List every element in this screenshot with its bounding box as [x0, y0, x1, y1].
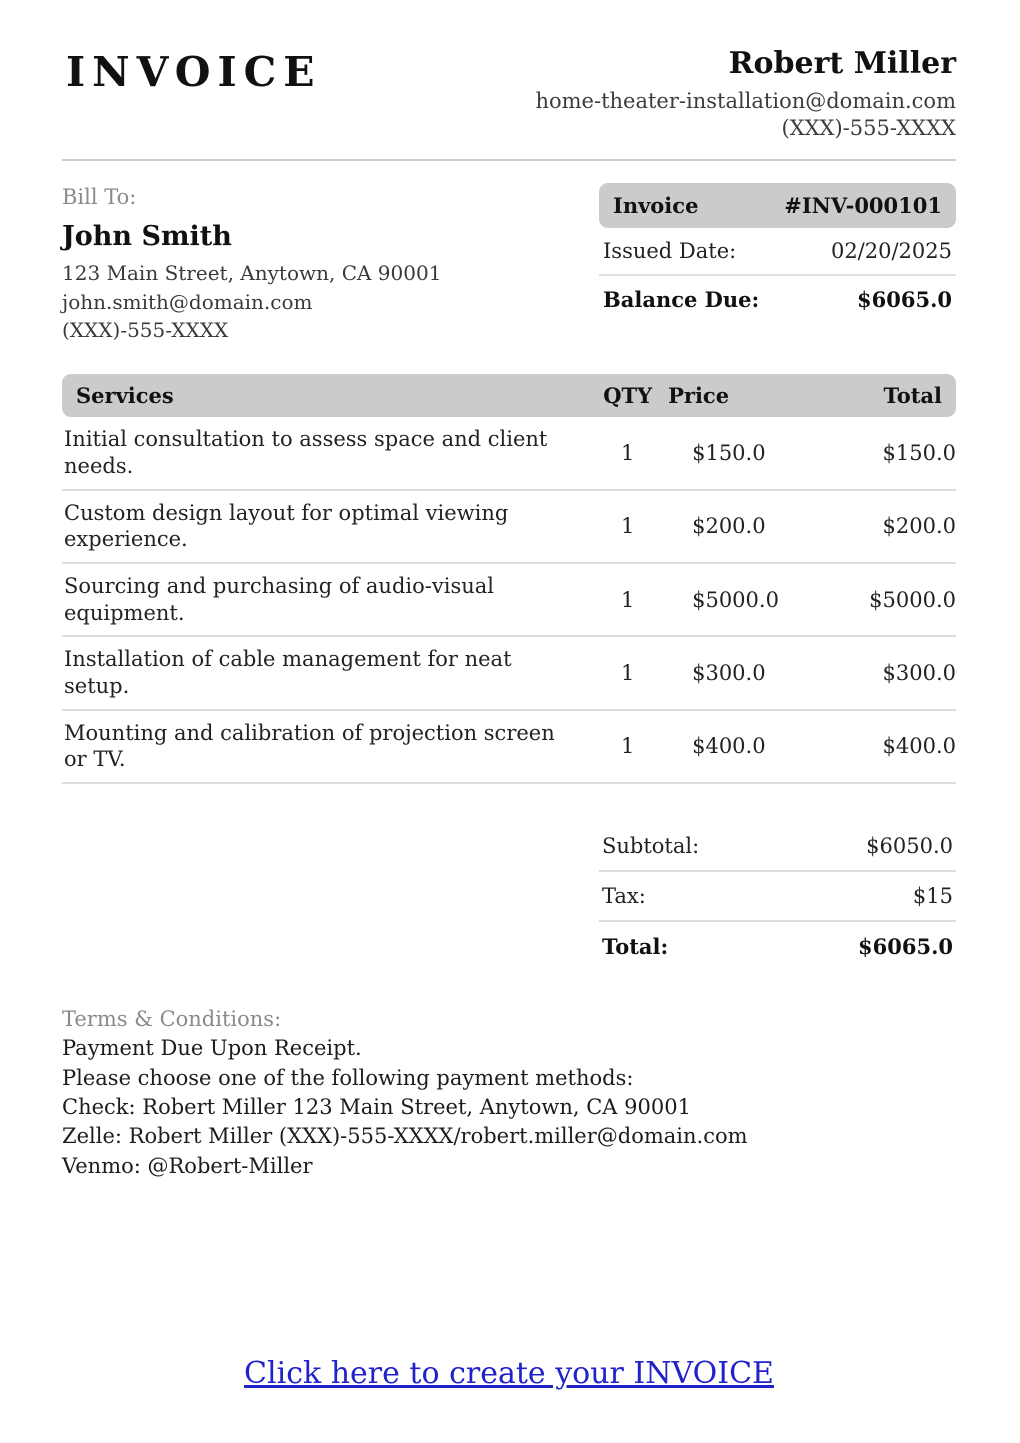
total-row [599, 922, 956, 971]
issued-date-row [599, 228, 956, 276]
terms-label: Terms & Conditions: [62, 1006, 282, 1031]
footer [62, 1356, 956, 1391]
service-price: $150.0 [668, 417, 820, 489]
service-desc: Sourcing and purchasing of audio-visual equipment. [62, 563, 587, 636]
service-desc: Custom design layout for optimal viewing experience. [62, 490, 587, 563]
terms-line: Check: Robert Miller 123 Main Street, Anytown, CA 90001 [62, 1095, 691, 1120]
service-total: $300.0 [820, 636, 956, 709]
service-qty: 1 [587, 563, 668, 636]
terms-line: Venmo: @Robert-Miller [62, 1153, 313, 1178]
services-header-row [62, 374, 956, 417]
bill-to-label: Bill To: [62, 185, 137, 210]
bill-to-name: John Smith [62, 220, 232, 252]
services-table [62, 374, 956, 784]
business-email: home-theater-installation@domain.com [535, 88, 956, 113]
service-qty: 1 [587, 417, 668, 489]
issued-date-value: 02/20/2025 [830, 239, 952, 264]
service-desc: Initial consultation to assess space and client needs. [62, 417, 587, 489]
info-section [62, 183, 956, 344]
subtotal-label: Subtotal: [602, 833, 700, 858]
invoice-number-row [599, 183, 956, 228]
header-divider [62, 159, 956, 161]
totals-box [599, 822, 956, 971]
table-row [62, 490, 956, 563]
subtotal-row [599, 822, 956, 872]
service-total: $400.0 [820, 710, 956, 783]
services-header-price: Price [668, 374, 820, 417]
service-qty: 1 [587, 636, 668, 709]
total-value: $6065.0 [858, 933, 953, 959]
business-info [535, 44, 956, 143]
terms-section [62, 1005, 956, 1181]
service-desc: Installation of cable management for neat setup. [62, 636, 587, 709]
bill-to-phone: (XXX)-555-XXXX [62, 317, 229, 342]
service-total: $5000.0 [820, 563, 956, 636]
balance-due-row [599, 276, 956, 323]
invoice-number: #INV-000101 [784, 193, 942, 219]
services-header-total: Total [820, 374, 956, 417]
terms-line: Zelle: Robert Miller (XXX)-555-XXXX/robert.miller@domain.com [62, 1124, 748, 1149]
table-row [62, 710, 956, 783]
tax-row [599, 872, 956, 922]
table-row [62, 563, 956, 636]
bill-to-address: 123 Main Street, Anytown, CA 90001 [62, 261, 442, 286]
services-header-services: Services [62, 374, 587, 417]
business-phone: (XXX)-555-XXXX [781, 116, 956, 141]
table-row [62, 417, 956, 489]
total-label: Total: [602, 933, 669, 959]
service-qty: 1 [587, 710, 668, 783]
create-invoice-link[interactable]: Click here to create your INVOICE [244, 1356, 774, 1391]
invoice-title: INVOICE [66, 48, 322, 96]
service-price: $200.0 [668, 490, 820, 563]
service-qty: 1 [587, 490, 668, 563]
issued-date-label: Issued Date: [603, 239, 737, 264]
invoice-info-box [599, 183, 956, 344]
service-desc: Mounting and calibration of projection screen or TV. [62, 710, 587, 783]
service-total: $200.0 [820, 490, 956, 563]
balance-due-label: Balance Due: [603, 287, 760, 313]
tax-value: $15 [912, 883, 953, 908]
service-price: $300.0 [668, 636, 820, 709]
balance-due-value: $6065.0 [857, 287, 952, 313]
business-name: Robert Miller [728, 46, 956, 81]
invoice-label: Invoice [613, 193, 699, 219]
tax-label: Tax: [602, 883, 646, 908]
terms-line: Payment Due Upon Receipt. [62, 1036, 362, 1061]
services-header-qty: QTY [587, 374, 668, 417]
bill-to-email: john.smith@domain.com [62, 289, 313, 314]
subtotal-value: $6050.0 [866, 833, 953, 858]
page-header [62, 44, 956, 143]
totals-section [62, 822, 956, 971]
bill-to-block [62, 183, 441, 344]
service-price: $400.0 [668, 710, 820, 783]
table-row [62, 636, 956, 709]
service-price: $5000.0 [668, 563, 820, 636]
terms-line: Please choose one of the following payment methods: [62, 1065, 634, 1090]
service-total: $150.0 [820, 417, 956, 489]
